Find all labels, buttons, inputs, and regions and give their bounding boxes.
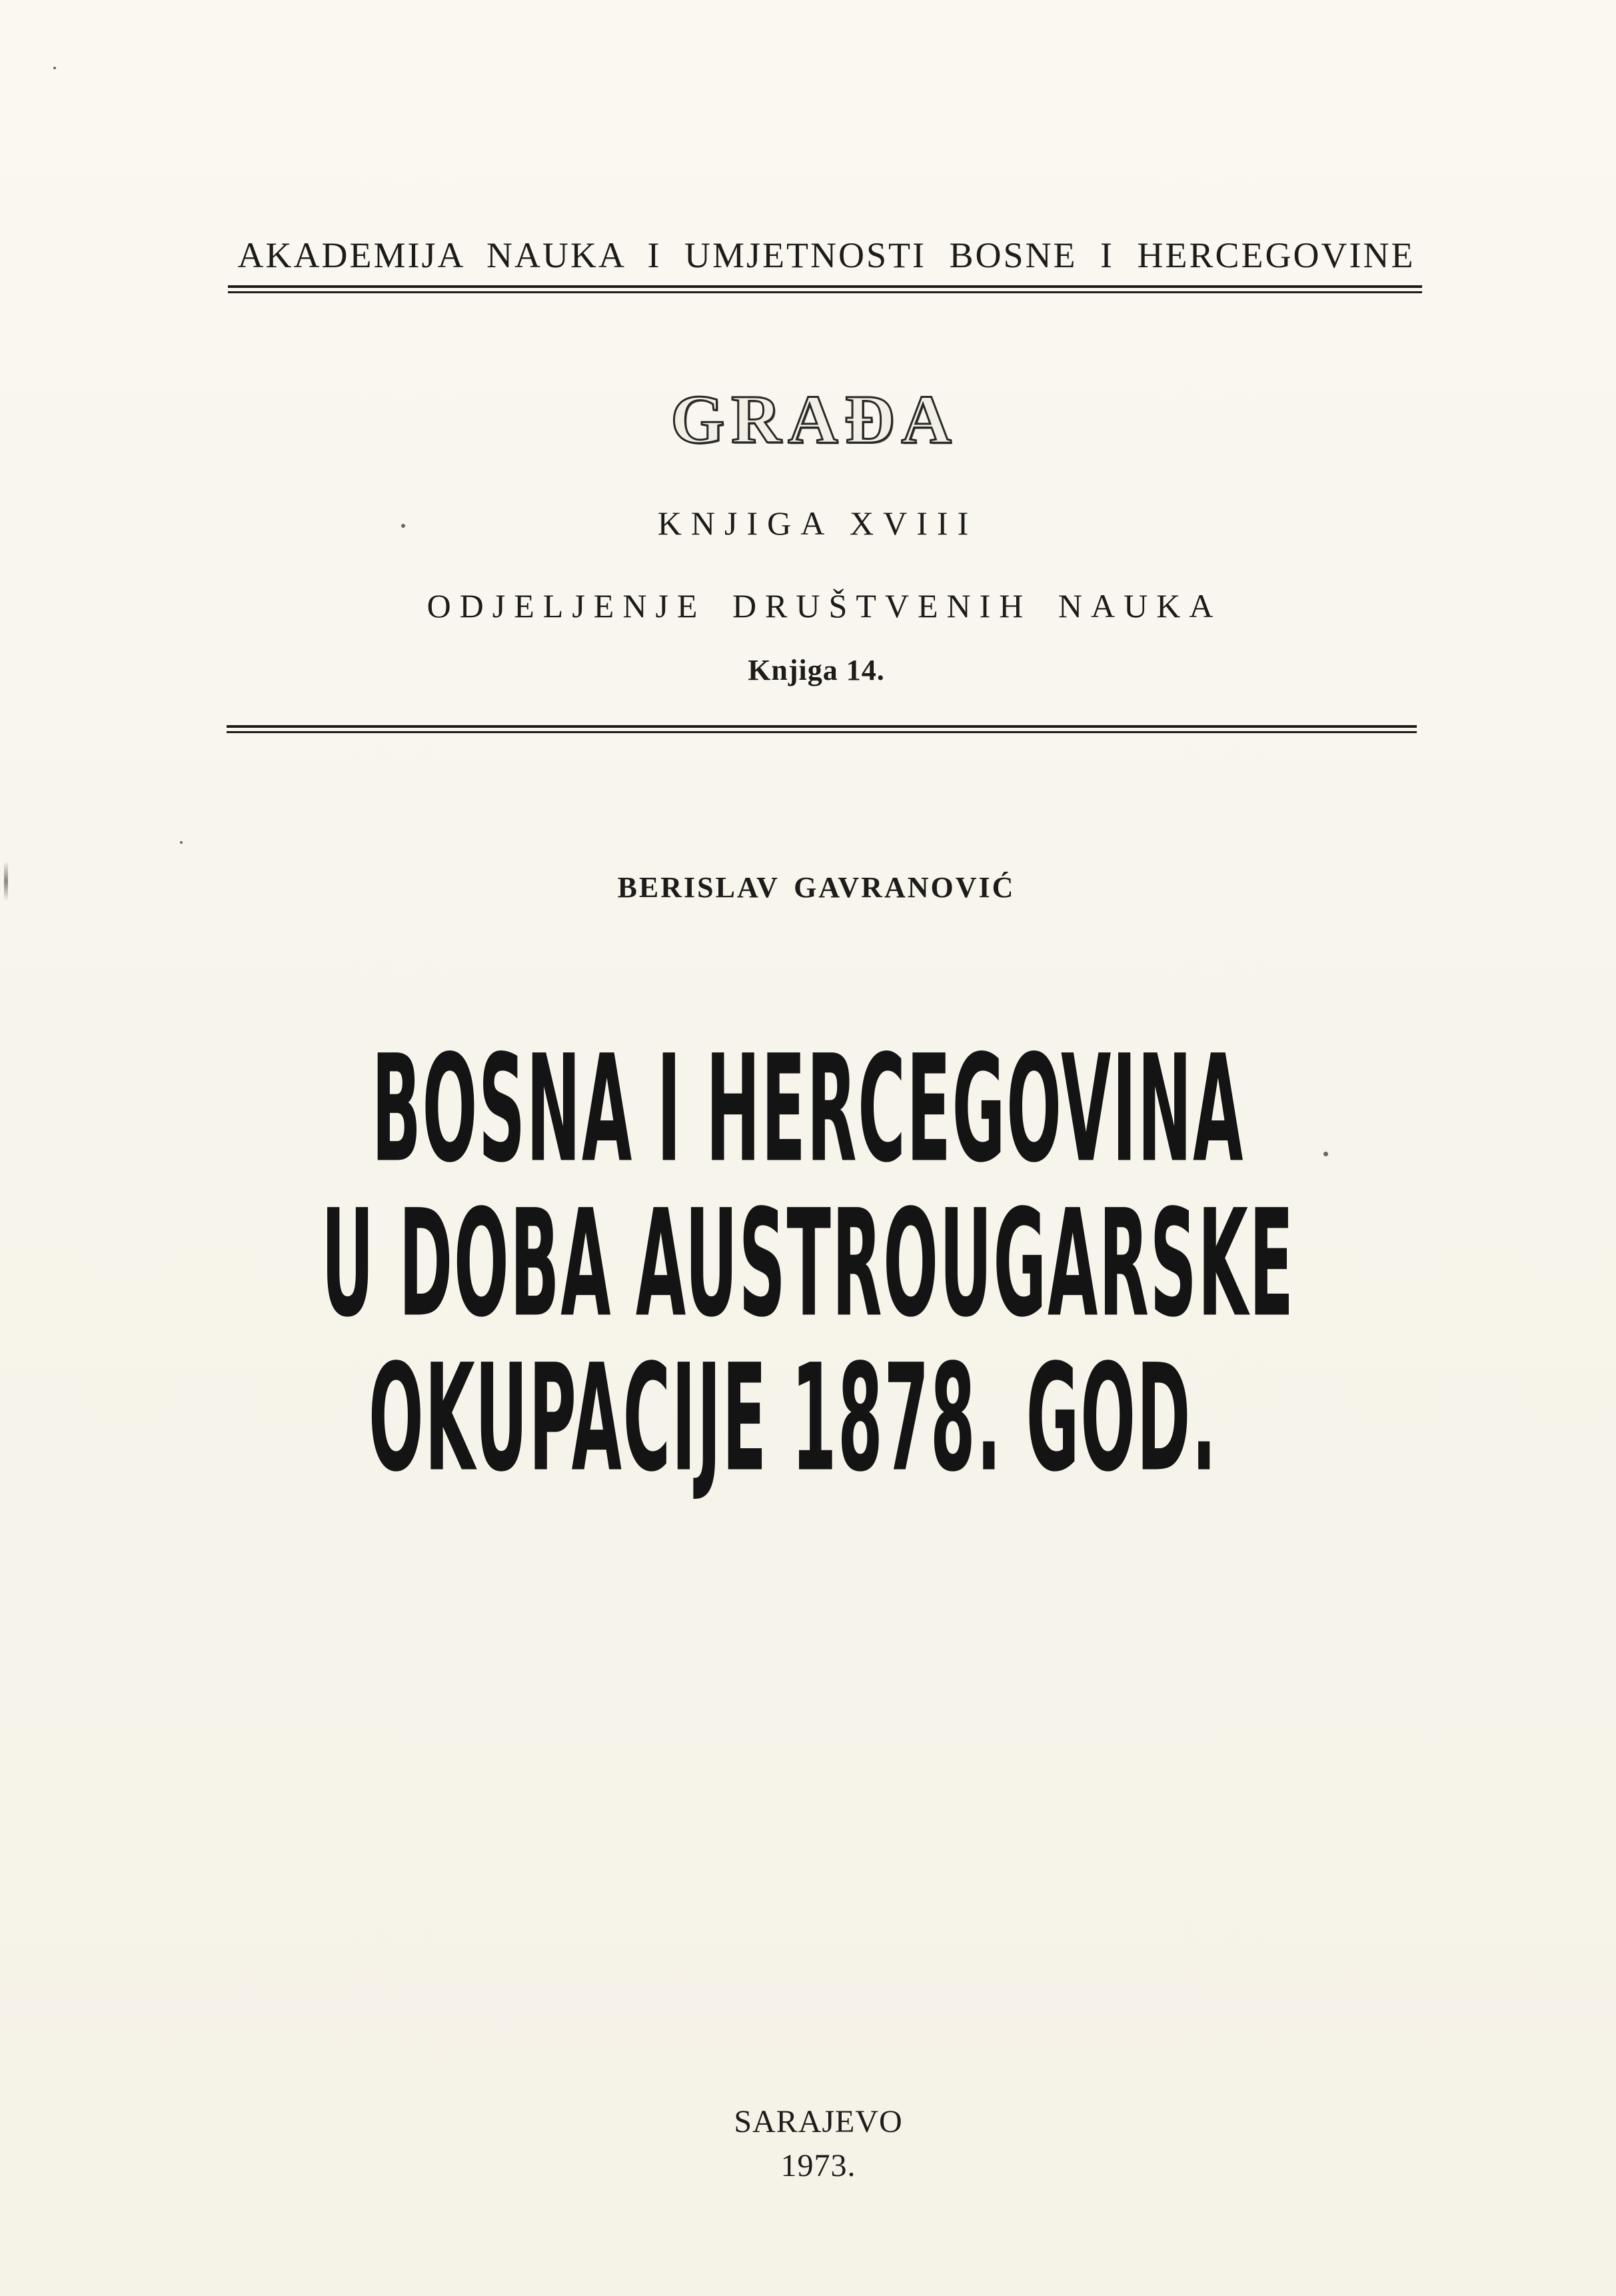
- book-title-line-3: OKUPACIJE 1878. GOD.: [369, 1334, 1217, 1505]
- dust-speck: [401, 524, 405, 528]
- department-volume: Knjiga 14.: [748, 654, 885, 686]
- dust-speck: [180, 841, 183, 844]
- middle-double-rule: [227, 725, 1417, 734]
- dust-speck: [1323, 1152, 1328, 1156]
- author-name: BERISLAV GAVRANOVIĆ: [617, 871, 1016, 904]
- volume-number: KNJIGA XVIII: [657, 505, 978, 542]
- book-title-line-2: U DOBA AUSTROUGARSKE: [321, 1179, 1295, 1350]
- imprint-city: SARAJEVO: [734, 2104, 903, 2139]
- series-title: GRAĐA: [670, 381, 958, 458]
- book-title-line-1: BOSNA I HERCEGOVINA: [371, 1024, 1245, 1196]
- academy-name: AKADEMIJA NAUKA I UMJETNOSTI BOSNE I HERCEGOVINE: [237, 235, 1415, 275]
- imprint-year: 1973.: [780, 2148, 856, 2183]
- department-name: ODJELJENJE DRUŠTVENIH NAUKA: [426, 587, 1222, 624]
- dust-speck: [53, 67, 56, 69]
- top-double-rule: [228, 285, 1422, 295]
